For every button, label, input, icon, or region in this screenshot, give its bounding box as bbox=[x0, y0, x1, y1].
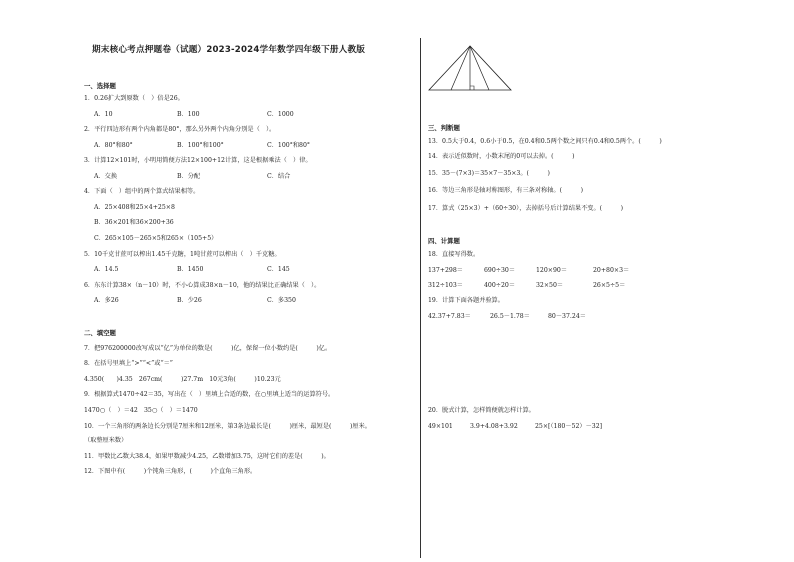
question-1: 1．0.26扩大到原数（ ）倍是26。 bbox=[84, 95, 184, 102]
question-8-items: 4.350( )4.35 267cm( )27.7m 10元3角( )10.23元 bbox=[84, 376, 281, 383]
question-3: 3．计算12×101时，小明用简便方法12×100+12计算，这是根据乘法（ ）律。 bbox=[84, 157, 312, 164]
question-5: 5．10千克甘蔗可以榨出1.45千克糖，1吨甘蔗可以榨出（ ）千克糖。 bbox=[84, 251, 281, 258]
question-18: 18．直接写得数。 bbox=[428, 251, 480, 258]
question-15: 15．35－(7×3)＝35×7－35×3。( ) bbox=[428, 170, 550, 177]
q3-option-c: C．结合 bbox=[267, 173, 291, 180]
q5-option-b: B．1450 bbox=[177, 266, 204, 273]
calc-item: 20+80×3＝ bbox=[593, 267, 630, 274]
step-calc-item: 3.9+4.08+3.92 bbox=[470, 423, 518, 430]
question-2: 2．平行四边形有两个内角都是80°，那么另外两个内角分别是（ ）。 bbox=[84, 126, 276, 133]
calc-item: 690÷30＝ bbox=[484, 267, 516, 274]
q1-option-b: B．100 bbox=[177, 111, 200, 118]
q4-option-b: B．36×201和36×200+36 bbox=[94, 219, 174, 226]
question-11: 11．甲数比乙数大38.4，如果甲数减少4.25，乙数增加3.75，这时它们的差是( )。 bbox=[84, 453, 330, 460]
calc-item: 32×50＝ bbox=[536, 282, 564, 289]
question-20: 20．脱式计算，怎样简便就怎样计算。 bbox=[428, 407, 535, 414]
q1-option-a: A．10 bbox=[94, 111, 113, 118]
step-calc-item: 25×[（180－52）－32] bbox=[535, 423, 603, 430]
question-17: 17．算式（25×3）+（60÷30），去掉括号后计算结果不变。( ) bbox=[428, 205, 624, 212]
column-divider bbox=[420, 38, 421, 558]
calc-item: 400÷20＝ bbox=[484, 282, 516, 289]
triangle-figure bbox=[425, 44, 515, 96]
page-title: 期末核心考点押题卷（试题）2023-2024学年数学四年级下册人教版 bbox=[92, 45, 366, 55]
calc-item: 137+298＝ bbox=[428, 267, 463, 274]
q3-option-b: B．分配 bbox=[177, 173, 201, 180]
q2-option-b: B．100°和100° bbox=[177, 142, 224, 149]
q4-option-c: C．265×105－265×5和265×（105+5） bbox=[94, 235, 218, 242]
question-9-items: 1470○（ ）＝42 35○（ ）＝1470 bbox=[84, 407, 198, 414]
q6-option-c: C．多350 bbox=[267, 297, 296, 304]
question-4: 4．下面（ ）组中的两个算式结果相等。 bbox=[84, 188, 200, 195]
q5-option-a: A．14.5 bbox=[94, 266, 119, 273]
question-12: 12．下图中有( )个钝角三角形，( )个直角三角形。 bbox=[84, 468, 257, 475]
calc-item: 312÷103＝ bbox=[428, 282, 463, 289]
question-6: 6．东东计算38×（n－10）时，不小心算成38×n－10，他的结果比正确结果（ ）。 bbox=[84, 282, 321, 289]
question-10: 10．一个三角形的两条边长分别是7厘米和12厘米，第3条边最长是( )厘米，最短是( )厘米。 bbox=[84, 423, 371, 430]
q2-option-c: C．100°和80° bbox=[267, 142, 310, 149]
q6-option-b: B．少26 bbox=[177, 297, 202, 304]
verify-item: 80－37.24＝ bbox=[548, 313, 586, 320]
step-calc-item: 49×101 bbox=[428, 423, 453, 430]
verify-item: 26.5－1.78＝ bbox=[490, 313, 530, 320]
question-8: 8．在括号里填上“>”“<”或“＝” bbox=[84, 360, 173, 367]
q3-option-a: A．交换 bbox=[94, 173, 118, 180]
question-16: 16．等边三角形是轴对称图形，有三条对称轴。( ) bbox=[428, 187, 584, 194]
question-19: 19．计算下面各题并验算。 bbox=[428, 297, 504, 304]
verify-item: 42.37+7.83＝ bbox=[428, 313, 471, 320]
section-heading-calc: 四、计算题 bbox=[428, 237, 460, 245]
question-7: 7．把976200000改写成以“亿”为单位的数是( )亿，保留一位小数约是( )亿。 bbox=[84, 345, 332, 352]
question-10-note: （取整厘米数） bbox=[84, 437, 128, 444]
q1-option-c: C．1000 bbox=[267, 111, 294, 118]
calc-item: 26×5÷5＝ bbox=[593, 282, 626, 289]
question-9: 9．根据算式1470÷42＝35，写出在（ ）里填上合适的数，在○里填上适当的运算符号。 bbox=[84, 391, 335, 398]
question-14: 14．表示近似数时，小数末尾的0可以去掉。( ) bbox=[428, 153, 575, 160]
section-heading-fill: 二、填空题 bbox=[84, 329, 116, 337]
question-13: 13．0.5大于0.4，0.6小于0.5，在0.4和0.5两个数之间只有0.4和0.5两个。( ) bbox=[428, 138, 662, 145]
q6-option-a: A．多26 bbox=[94, 297, 119, 304]
q5-option-c: C．145 bbox=[267, 266, 290, 273]
section-heading-judge: 三、判断题 bbox=[428, 124, 460, 132]
q4-option-a: A．25×408和25×4+25×8 bbox=[94, 204, 175, 211]
q2-option-a: A．80°和80° bbox=[94, 142, 133, 149]
section-heading-choice: 一、选择题 bbox=[84, 82, 116, 90]
calc-item: 120×90＝ bbox=[536, 267, 568, 274]
